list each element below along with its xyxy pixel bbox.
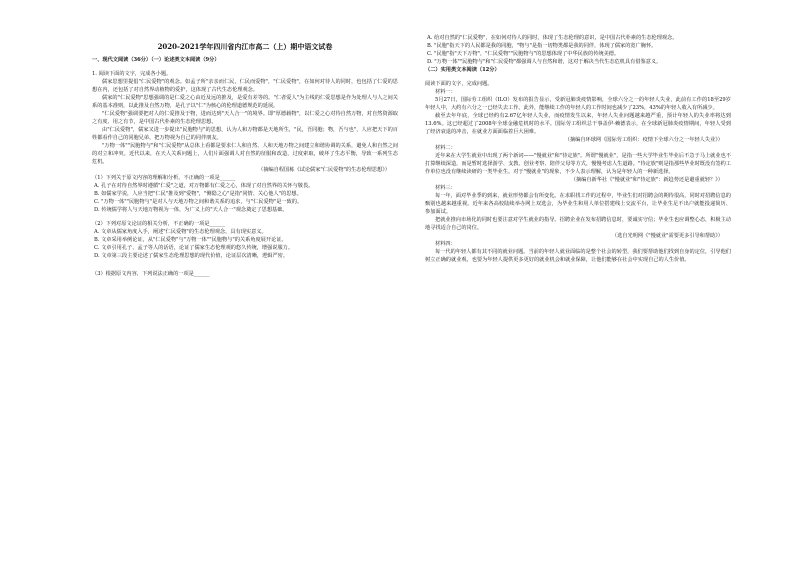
question-1-option-a: A. 孔子在对待自然界时遵循"仁爱"之道，对万物都有仁爱之心，体现了对自然界的关怀与敬畏。 <box>94 183 314 189</box>
passage-paragraph: 由"仁民爱物"，儒家又进一步提出"民胞物与"的思想，认为人和万物都是天地所生，"民，吾同胞；物，吾与也"，人应把天下的百姓都看作自己的同胞兄弟，把万物视为自己的同伴朋友。 <box>92 127 398 141</box>
left-column <box>92 40 398 278</box>
question-1-option-b: B. 如儒家学说，人应当把"仁民"推及到"爱物"，"恻隐之心"是指"同情、关心他人"的思想。 <box>94 191 302 197</box>
question-2-option-c: C. 文章引用孔子、孟子等人的话语，论证了儒家生态伦理观的悠久传统，增强说服力。 <box>94 245 294 251</box>
material-3-paragraph: 每一年，面对毕业季的到来，就业形势都会有所变化。在求职找工作的过程中，毕业生们对招聘会的期待很高，同时对招聘信息的甄别也越来越重视。近年来各高校陆续举办网上双选会，为毕业生和用人单位搭建线上交流平台，让毕业生足不出户就能投递简历、参加面试。 <box>425 193 731 215</box>
question-3-option-a: A. 给对自然的"仁民爱物"，在如何对待人的同时，体现了生态伦理的意识，是中国古代朴素的生态伦理观念。 <box>427 35 678 41</box>
material-3-paragraph: 把就业推向市场化的同时也要注意对学生就业的指导。招聘企业在发布招聘信息时，要诚实守信；毕业生也应调整心态，积极主动地寻找适合自己的岗位。 <box>425 217 731 231</box>
question-3-option-b: B. "民胞"指天下的人民都是我的同胞，"物与"是指一切物类都是我的同伴，体现了儒家的宽广胸怀。 <box>427 43 657 49</box>
material-1-label: 材料一： <box>435 89 456 95</box>
material-1-paragraph: 5月27日，国际劳工组织（ILO）发布的报告显示，受新冠肺炎疫情影响，全球六分之一的年轻人失业，此前有工作的18至29岁年轻人中，大约有六分之一已经失去工作。此外，能继续工作的年轻人的工作时间也减少了23%，43%的年轻人收入有所减少。 <box>425 97 731 111</box>
question-2-option-b: B. 文章采用举例论证，从"仁民爱物"与"万物一体""民胞物与"的关系角度展开论证。 <box>94 237 287 243</box>
passage-paragraph: 儒家思想里提倡"仁民爱物"的观念。如孟子所"亲亲而仁民，仁民而爱物"，"仁民爱物"，在如何对待人的同时，也包括了仁爱的思想在内，还包括了对自然界动植物的爱护，这体现了古代生态伦理观念。 <box>92 79 398 93</box>
question-1-option-d: D. 传统儒学将人与天地万物视为一体，为广义上的"天人合一"观念奠定了思想基础。 <box>94 207 288 213</box>
question-1: （1）下列关于原文内容的理解和分析，不正确的一项是______ <box>92 175 236 181</box>
section-heading-1: 一、现代文阅读（36分）（一）论述类文本阅读（9分） <box>92 57 220 63</box>
material-3-label: 材料三： <box>435 185 456 191</box>
reading-instruction: 1. 阅读下面的文字，完成各小题。 <box>92 71 172 77</box>
material-2-source: （摘编自新华社《"慢就业"和"待定族"：新趋势还是避重就轻？》） <box>570 177 723 183</box>
reading-instruction-2: 阅读下面的文字，完成问题。 <box>425 81 493 87</box>
material-3-source: （选自光明网《"慢就业"需要更多引导和帮助》） <box>611 233 723 239</box>
question-2: （2）下列对原文论证的相关分析，不正确的一项是______ <box>92 221 225 227</box>
section-heading-2: （二）实用类文本阅读（12分） <box>425 67 500 73</box>
page-title: 2020-2021学年四川省内江市高二（上）期中语文试卷 <box>157 42 333 51</box>
question-3-option-c: C. "民胞"指"天下万物"，"仁民爱物""民胞物与"的思想体现了中华民族的传统美德。 <box>427 51 620 57</box>
passage-paragraph: "万物一体""民胞物与"和"仁民爱物"从总体上看都是要求仁人和自然、人和天地万物之间建立和谐协调的关系，避免人和自然之间的对立和冲突。近代以来，在天人关系问题上，人们片面强调人对自然的征服和改造，过度索取，破坏了生态平衡，导致一系列生态危机。 <box>92 143 398 165</box>
passage-paragraph: 儒家的"仁民爱物"思想强调的是仁爱之心由近及远的推及，是爱有差等的。"仁者爱人"为主线的仁爱思想是作为处理人与人之间关系的基本准则，以此推及自然万物，是孔子以"仁"为核心的伦理道德规范的延展。 <box>92 95 398 109</box>
material-1-paragraph: 截至去年年底，全球已经约有2.67亿年轻人失业，而疫情发生以来，年轻人失业问题越来越严重，预计年轻人的失业率将达到13.6%。这已经超过了2008年全球金融危机时的水平。国际劳工组织总干事盖伊·赖德表示，在全球新冠肺炎疫情期间，年轻人受到了经济衰退的冲击，在就业方面面临着巨大困难。 <box>425 113 731 135</box>
material-4-paragraph: 每一代的年轻人都有其不同的就业问题。当前的年轻人就业面临的是整个社会的转型，我们要帮助他们找到自身的定位，引导他们树立正确的就业观，也要为年轻人提供更多更好的就业机会和就业保障，让他们能够在社会中实现自己的人生价值。 <box>425 249 731 263</box>
material-2-label: 材料二： <box>435 145 456 151</box>
material-4-label: 材料四： <box>435 241 456 247</box>
question-3-option-d: D. "万物一体""民胞物与"和"仁民爱物"都强调人与自然和谐，这对于解决当代生态危机具有借鉴意义。 <box>427 59 662 65</box>
material-2-paragraph: 近年来在大学生就业中出现了两个新词——"慢就业"和"待定族"。所谓"慢就业"，是指一些大学毕业生毕业后不急于马上就业也不打算继续深造，而是暂时选择游学、支教、创业考察、陪伴父母等方式，慢慢考虑人生道路。"待定族"则是指那些毕业时既没有签约工作单位也没有继续读研的一类毕业生。对于"慢就业"的现象，不少人表示理解，认为是年轻人的一种新选择。 <box>425 153 731 175</box>
passage-source: （摘编自程国栋《试论儒家"仁民爱物"的生态伦理思想》） <box>258 167 390 173</box>
question-3: （3）根据原文内容，下列说法正确的一项是______ <box>92 271 210 277</box>
right-column <box>425 34 731 264</box>
passage-paragraph: "仁民爱物"强调要把对人的仁爱推及于物，进而达到"天人合一"的境界。即"厚德载物"，以仁爱之心对待自然万物，对自然资源取之有度、用之有节，是中国古代朴素的生态伦理思想。 <box>92 111 398 125</box>
question-1-option-c: C. "万物一体""民胞物与"是对人与天地万物之间和谐关系的追求，与"仁民爱物"是一致的。 <box>94 199 303 205</box>
question-2-option-a: A. 文章从儒家角度入手，阐述"仁民爱物"的生态伦理观念，具有现实意义。 <box>94 229 267 235</box>
material-1-source: （摘编自环球网《国际劳工组织：疫情下全球六分之一年轻人失业》） <box>564 137 723 143</box>
question-2-option-d: D. 文章第三段主要论述了儒家生态伦理思想的现代价值，论证层次清晰，逻辑严密。 <box>94 253 289 259</box>
